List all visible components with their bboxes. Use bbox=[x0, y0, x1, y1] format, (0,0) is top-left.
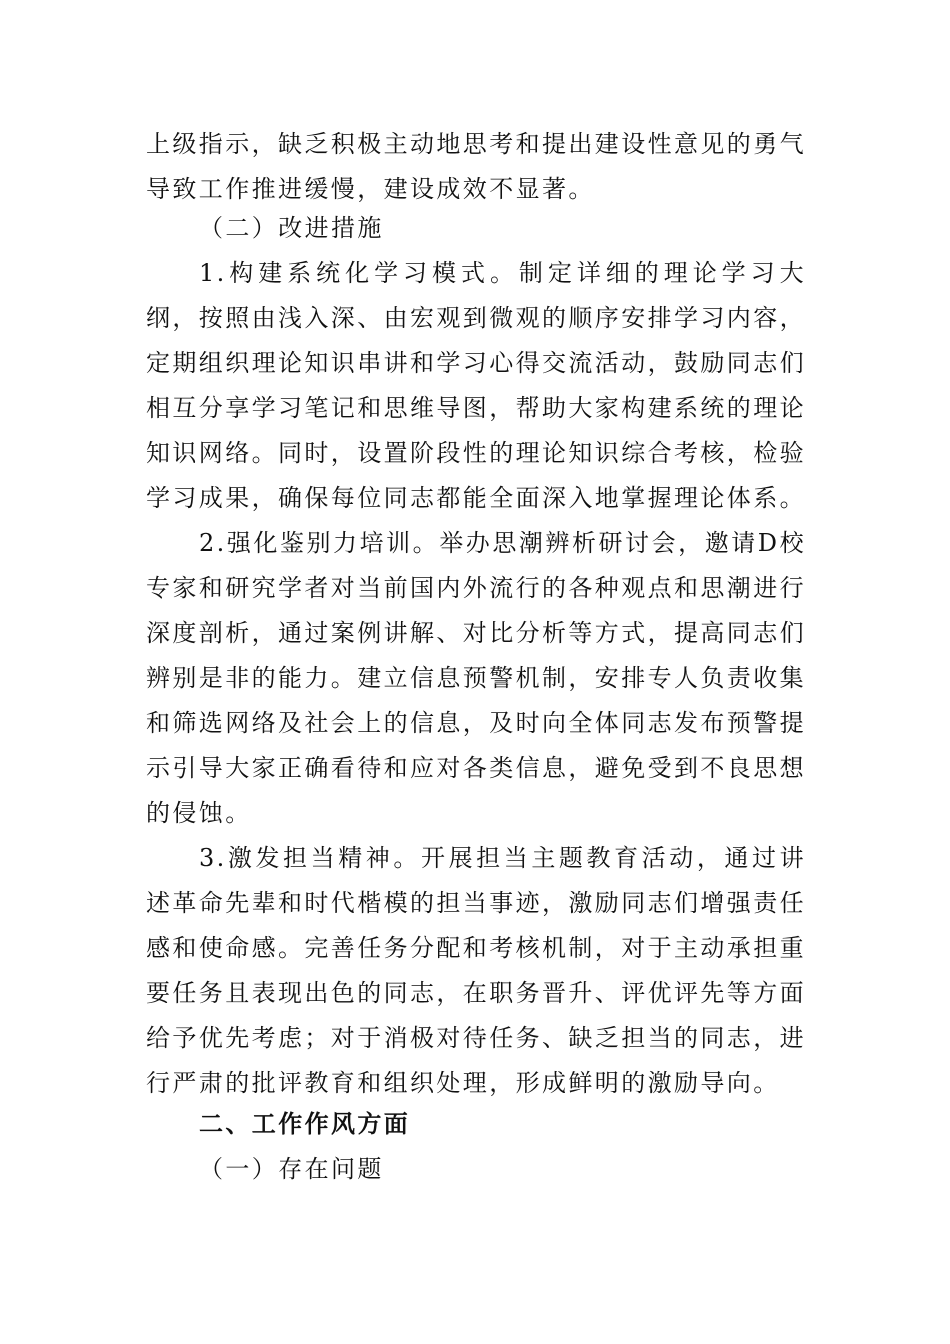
measure-3-paragraph: 3.激发担当精神。开展担当主题教育活动，通过讲述革命先辈和时代楷模的担当事迹，激励同志们增强责任感和使命感。完善任务分配和考核机制，对于主动承担重要任务且表现出色的同志，在职务晋升、评优评先等方面给予优先考虑；对于消极对待任务、缺乏担当的同志，进行严肃的批评教育和组织处理，形成鲜明的激励导向。 bbox=[146, 844, 806, 1097]
measure-1-paragraph: 1.构建系统化学习模式。制定详细的理论学习大纲，按照由浅入深、由宏观到微观的顺序安排学习内容，定期组织理论知识串讲和学习心得交流活动，鼓励同志们相互分享学习笔记和思维导图，帮助大家构建系统的理论知识网络。同时，设置阶段性的理论知识综合考核，检验学习成果，确保每位同志都能全面深入地掌握理论体系。 bbox=[146, 259, 806, 512]
continuation-paragraph: 上级指示，缺乏积极主动地思考和提出建设性意见的勇气导致工作推进缓慢，建设成效不显著。 bbox=[146, 130, 806, 203]
measure-2-paragraph: 2.强化鉴别力培训。举办思潮辨析研讨会，邀请D校专家和研究学者对当前国内外流行的各种观点和思潮进行深度剖析，通过案例讲解、对比分析等方式，提高同志们辨别是非的能力。建立信息预警机制，安排专人负责收集和筛选网络及社会上的信息，及时向全体同志发布预警提示引导大家正确看待和应对各类信息，避免受到不良思想的侵蚀。 bbox=[146, 529, 806, 827]
subheading-improvement-measures: （二）改进措施 bbox=[199, 214, 384, 242]
section-heading-work-style: 二、工作作风方面 bbox=[199, 1110, 411, 1138]
subheading-existing-problems: （一）存在问题 bbox=[199, 1155, 384, 1183]
